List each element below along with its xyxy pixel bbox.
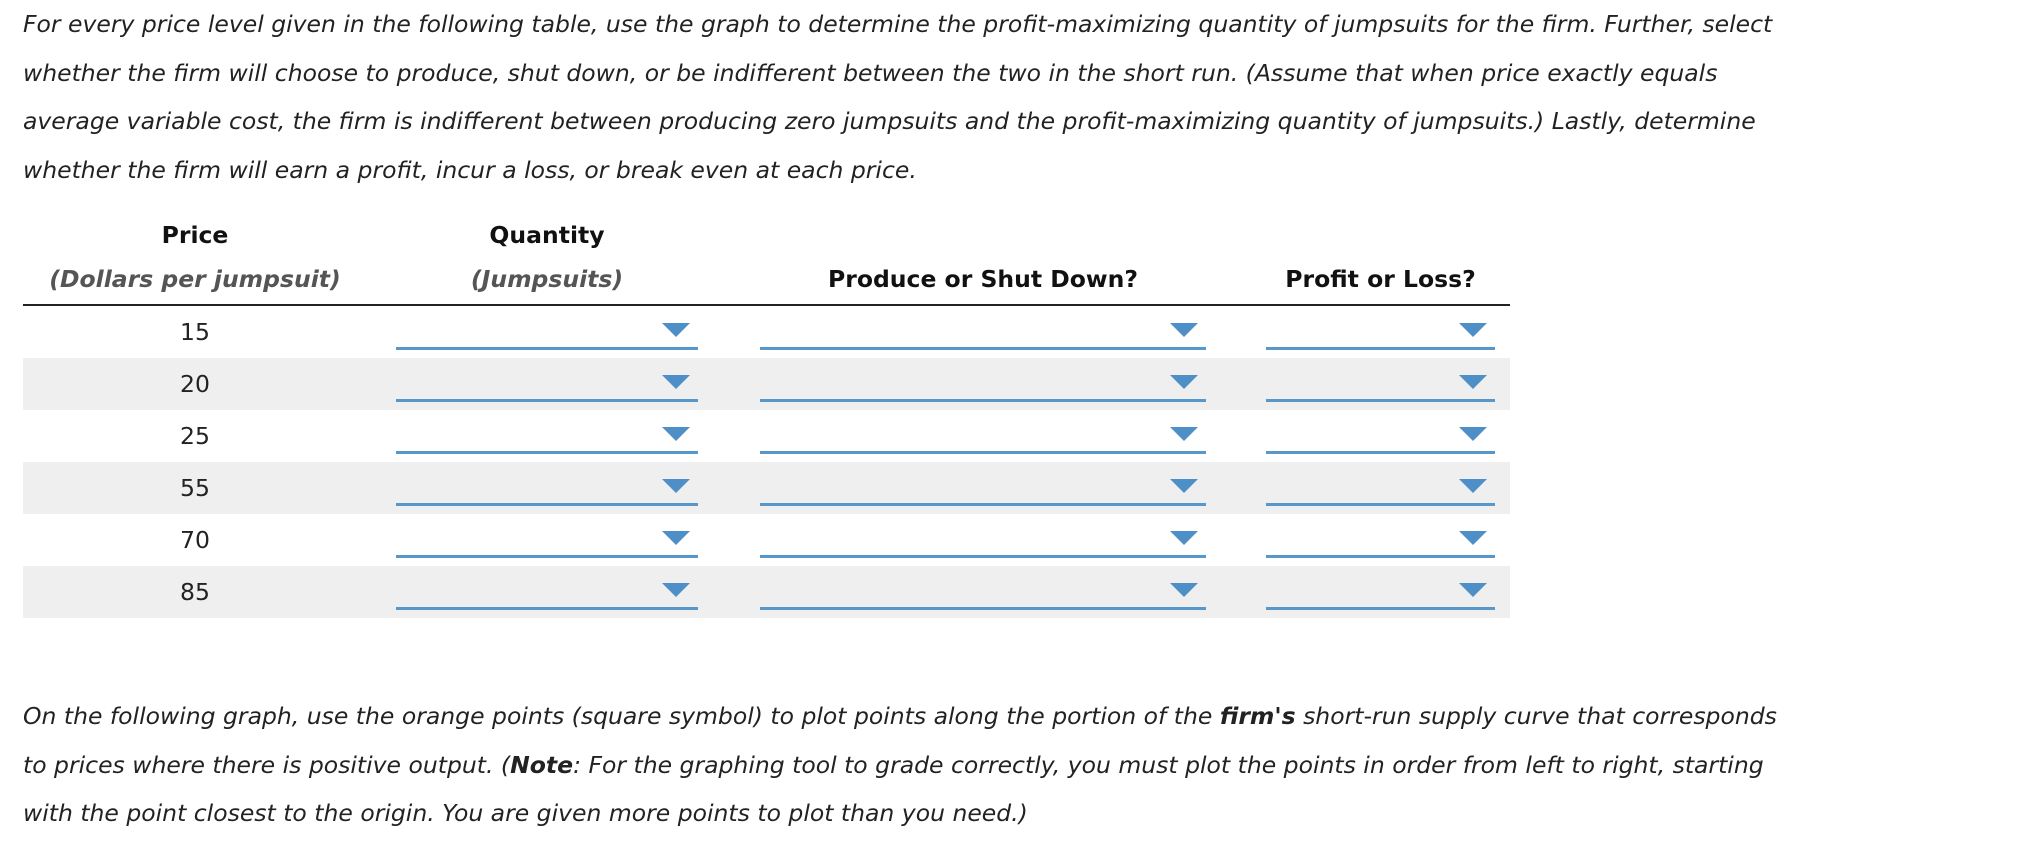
instructions-paragraph bbox=[23, 0, 1903, 194]
profit-dropdown[interactable] bbox=[1266, 321, 1495, 350]
graph-instructions-text: : For the graphing tool to grade correctly, you must plot the points in order from left to right, starting bbox=[573, 750, 1764, 779]
chevron-down-icon[interactable] bbox=[1170, 375, 1198, 389]
price-cell: 55 bbox=[180, 474, 210, 502]
price-header: Price bbox=[161, 221, 229, 249]
profit-dropdown[interactable] bbox=[1266, 373, 1495, 402]
profit-dropdown[interactable] bbox=[1266, 425, 1495, 454]
table-row bbox=[23, 358, 1510, 410]
price-unit-header: (Dollars per jumpsuit) bbox=[49, 265, 341, 293]
chevron-down-icon[interactable] bbox=[1459, 479, 1487, 493]
profit-dropdown[interactable] bbox=[1266, 477, 1495, 506]
chevron-down-icon[interactable] bbox=[1459, 427, 1487, 441]
price-cell: 25 bbox=[180, 422, 210, 450]
chevron-down-icon[interactable] bbox=[1170, 427, 1198, 441]
chevron-down-icon[interactable] bbox=[1459, 583, 1487, 597]
chevron-down-icon[interactable] bbox=[1170, 323, 1198, 337]
price-cell: 85 bbox=[180, 578, 210, 606]
chevron-down-icon[interactable] bbox=[662, 583, 690, 597]
table-header bbox=[23, 208, 1510, 306]
table-row bbox=[23, 462, 1510, 514]
produce-header: Produce or Shut Down? bbox=[828, 265, 1138, 293]
chevron-down-icon[interactable] bbox=[1170, 531, 1198, 545]
graph-instructions-line: with the point closest to the origin. You are given more points to plot than you need.) bbox=[23, 799, 1028, 827]
chevron-down-icon[interactable] bbox=[1170, 583, 1198, 597]
profit-dropdown[interactable] bbox=[1266, 529, 1495, 558]
price-cell: 20 bbox=[180, 370, 210, 398]
profit-dropdown[interactable] bbox=[1266, 581, 1495, 610]
table-row bbox=[23, 306, 1510, 358]
graph-instructions-text: On the following graph, use the orange points (square symbol) to plot points along the portion of the bbox=[23, 702, 1220, 730]
quantity-header: Quantity bbox=[489, 221, 605, 249]
instructions-line: whether the firm will earn a profit, incur a loss, or break even at each price. bbox=[23, 155, 917, 184]
note-emphasis: Note bbox=[510, 750, 574, 779]
produce-dropdown[interactable] bbox=[760, 373, 1206, 402]
chevron-down-icon[interactable] bbox=[662, 479, 690, 493]
graph-instructions-paragraph bbox=[23, 692, 1903, 838]
produce-dropdown[interactable] bbox=[760, 477, 1206, 506]
chevron-down-icon[interactable] bbox=[662, 427, 690, 441]
quantity-dropdown[interactable] bbox=[396, 477, 698, 506]
quantity-dropdown[interactable] bbox=[396, 373, 698, 402]
graph-instructions-line bbox=[23, 692, 1903, 741]
chevron-down-icon[interactable] bbox=[1459, 531, 1487, 545]
table-row bbox=[23, 566, 1510, 618]
table-row bbox=[23, 410, 1510, 462]
table-row bbox=[23, 514, 1510, 566]
chevron-down-icon[interactable] bbox=[1459, 375, 1487, 389]
graph-instructions-text: short-run supply curve that corresponds bbox=[1295, 702, 1777, 730]
graph-instructions-line bbox=[23, 741, 1903, 790]
quantity-dropdown[interactable] bbox=[396, 581, 698, 610]
instructions-line: whether the firm will choose to produce, shut down, or be indifferent between the two in the short run. (Assume that when price exactly equals bbox=[23, 58, 1718, 87]
price-cell: 15 bbox=[180, 318, 210, 346]
quantity-unit-header: (Jumpsuits) bbox=[470, 265, 624, 293]
quantity-dropdown[interactable] bbox=[396, 321, 698, 350]
graph-instructions-text: to prices where there is positive output. ( bbox=[23, 750, 511, 779]
quantity-dropdown[interactable] bbox=[396, 425, 698, 454]
produce-dropdown[interactable] bbox=[760, 425, 1206, 454]
quantity-dropdown[interactable] bbox=[396, 529, 698, 558]
answer-table bbox=[23, 208, 1510, 618]
profit-header: Profit or Loss? bbox=[1285, 265, 1476, 293]
chevron-down-icon[interactable] bbox=[662, 531, 690, 545]
chevron-down-icon[interactable] bbox=[1170, 479, 1198, 493]
chevron-down-icon[interactable] bbox=[1459, 323, 1487, 337]
produce-dropdown[interactable] bbox=[760, 321, 1206, 350]
instructions-line: For every price level given in the following table, use the graph to determine the profit-maximizing quantity of jumpsuits for the firm. Further, select bbox=[23, 10, 1773, 38]
firms-emphasis: firm's bbox=[1219, 702, 1296, 730]
chevron-down-icon[interactable] bbox=[662, 375, 690, 389]
chevron-down-icon[interactable] bbox=[662, 323, 690, 337]
price-cell: 70 bbox=[180, 526, 210, 554]
instructions-line: average variable cost, the firm is indifferent between producing zero jumpsuits and the profit-maximizing quantity of jumpsuits.) Lastly, determine bbox=[23, 107, 1756, 135]
produce-dropdown[interactable] bbox=[760, 529, 1206, 558]
produce-dropdown[interactable] bbox=[760, 581, 1206, 610]
